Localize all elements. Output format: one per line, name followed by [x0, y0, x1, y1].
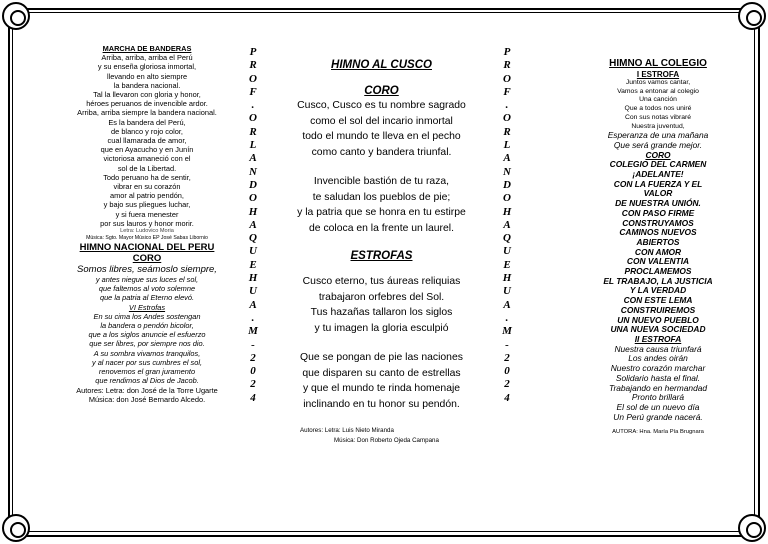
himno-colegio-estrofa-2 — [578, 345, 738, 423]
vertical-letter: U — [503, 285, 511, 298]
lyric-line: renovemos el gran juramento — [98, 367, 196, 377]
lyric-line: CON LA FUERZA Y EL — [613, 178, 703, 189]
vertical-letter: R — [503, 59, 511, 72]
lyric-line: inclinando en tu honor su pendón. — [303, 398, 460, 410]
vertical-letter: M — [502, 325, 512, 338]
corner-ornament-bottom-left — [2, 514, 30, 542]
lyric-line: Tal la llevaron con gloria y honor, — [93, 90, 201, 100]
column-himno-colegio — [578, 58, 738, 437]
himno-nacional-autores: Autores: Letra: don José de la Torre Ugarte — [76, 385, 218, 395]
lyric-line: como el sol del incario inmortal — [310, 115, 453, 127]
lyric-line: cual llamarada de amor, — [107, 136, 187, 146]
marcha-lyrics — [42, 53, 252, 228]
vertical-letter: 2 — [250, 378, 256, 391]
lyric-line: y bajo sus pliegues luchar, — [103, 200, 191, 210]
lyric-line: que ser libres, por siempre nos dio. — [89, 339, 205, 349]
vertical-letter: - — [505, 338, 509, 351]
lyric-line: y que el mundo te rinda homenaje — [302, 383, 461, 394]
lyric-line: y si fuera menester — [115, 209, 179, 219]
lyric-line: te saludan los pueblos de pie; — [312, 191, 451, 203]
vertical-author-text-right — [496, 46, 518, 405]
lyric-line: Nuestra juventud, — [631, 122, 685, 130]
lyric-line: de coloca en la frente un laurel. — [309, 222, 454, 234]
lyric-line: la bandera nacional. — [113, 80, 181, 90]
lyric-line: que la patria al Eterno elevó. — [99, 293, 195, 303]
vertical-letter: 4 — [504, 391, 510, 404]
himno-colegio-estrofa-1-italic — [578, 131, 738, 150]
lyric-line: COLEGIO DEL CARMEN — [609, 159, 707, 170]
column-himno-cusco — [274, 58, 489, 446]
corner-ornament-top-left — [2, 2, 30, 30]
vertical-letter: A — [503, 298, 511, 311]
lyric-line: Nuestra causa triunfará — [614, 343, 702, 354]
vertical-letter: . — [251, 99, 255, 112]
lyric-line: amor al patrio pendón, — [110, 191, 184, 201]
vertical-letter: P — [249, 46, 257, 58]
lyric-line: CON PASO FIRME — [621, 207, 695, 218]
lyric-line: de blanco y rojo color, — [111, 126, 183, 136]
column-marcha-himno-nacional — [42, 44, 252, 404]
himno-colegio-estrofa-1 — [578, 79, 738, 131]
lyric-line: Todo peruano ha de sentir, — [103, 172, 191, 182]
corner-ornament-top-right — [738, 2, 766, 30]
vertical-letter: L — [249, 139, 257, 152]
vertical-letter: H — [248, 205, 258, 218]
vertical-letter: . — [251, 311, 255, 324]
vertical-letter: L — [503, 139, 511, 152]
vertical-letter: - — [251, 338, 255, 351]
lyric-line: y tu imagen la gloria esculpió — [314, 322, 449, 334]
lyric-line: Juntos vamos cantar, — [625, 79, 691, 86]
lyric-line: Cusco, Cusco es tu nombre sagrado — [297, 100, 466, 111]
lyric-line: que faltemos al voto solemne — [98, 284, 196, 294]
vertical-letter: U — [503, 245, 511, 258]
lyric-line: ABIERTOS — [636, 236, 680, 247]
lyric-line: CAMINOS NUEVOS — [619, 227, 697, 238]
vertical-letter: O — [503, 192, 511, 205]
lyric-line: la bandera o pendón bicolor, — [100, 321, 194, 331]
vertical-letter: D — [503, 178, 511, 191]
lyric-line: Una canción — [639, 96, 677, 104]
lyric-line: Que será grande mejor. — [613, 139, 703, 150]
lyric-line: Los andes oirán — [628, 353, 688, 364]
vertical-letter: R — [249, 125, 257, 138]
lyric-line: Un Perú grande nacerá. — [613, 411, 703, 422]
vertical-letter: 2 — [250, 351, 256, 364]
himno-nacional-estrofa — [42, 312, 252, 386]
lyric-line: Con sus notas vibraré — [624, 113, 692, 121]
himno-colegio-coro — [578, 160, 738, 335]
lyric-line: por sus lauros y honor morir. — [100, 218, 194, 228]
marcha-title: MARCHA DE BANDERAS — [102, 44, 192, 53]
lyric-line: y antes niegue sus luces el sol, — [95, 275, 199, 285]
himno-nacional-title: HIMNO NACIONAL DEL PERU — [79, 242, 215, 254]
himno-cusco-autores-letra: Autores: Letra: Luis Nieto Miranda — [300, 427, 394, 434]
lyric-line: Tus hazañas tallaron los siglos — [310, 307, 453, 318]
vertical-letter: O — [503, 72, 511, 85]
vertical-letter: O — [249, 72, 257, 85]
lyric-line: VALOR — [643, 188, 673, 199]
vertical-letter: U — [249, 285, 257, 298]
himno-cusco-title: HIMNO AL CUSCO — [331, 59, 432, 71]
lyric-line: CON VALENTIA — [626, 256, 690, 267]
vertical-letter: H — [248, 272, 258, 285]
vertical-letter: P — [503, 46, 511, 58]
vertical-letter: N — [503, 165, 511, 178]
vertical-letter: A — [503, 218, 511, 231]
himno-nacional-coro-title: CORO — [132, 253, 162, 265]
lyric-line: Que a todos nos uniré — [624, 105, 692, 113]
himno-colegio-estrofa-2-title: II ESTROFA — [634, 333, 682, 344]
vertical-letter: . — [505, 99, 509, 112]
vertical-letter: F — [249, 85, 257, 98]
lyric-line: vibrar en su corazón — [113, 182, 181, 192]
lyric-line: ¡ADELANTE! — [632, 169, 684, 180]
vertical-letter: 0 — [504, 365, 510, 378]
himno-cusco-coro-title: CORO — [364, 85, 399, 97]
lyric-line: En su cima los Andes sostengan — [93, 311, 201, 321]
lyric-line: Esperanza de una mañana — [607, 130, 709, 141]
vertical-letter: 2 — [504, 351, 510, 364]
himno-nacional-musica: Música: don José Bernardo Alcedo. — [88, 394, 206, 404]
lyric-line: EL TRABAJO, LA JUSTICIA — [603, 275, 713, 286]
vertical-letter: A — [249, 218, 257, 231]
lyric-line: Arriba, arriba, arriba el Perú — [101, 53, 193, 63]
vertical-letter: 4 — [250, 391, 256, 404]
vertical-letter: D — [249, 178, 257, 191]
vertical-letter: 2 — [504, 378, 510, 391]
himno-cusco-estrofa-2 — [274, 350, 489, 412]
corner-ornament-bottom-right — [738, 514, 766, 542]
himno-nacional-estrofa-title: VI Estrofas — [128, 302, 166, 312]
himno-cusco-estrofas-title: ESTROFAS — [350, 250, 413, 262]
lyric-line: y su enseña gloriosa inmortal, — [97, 62, 197, 72]
himno-colegio-estrofa-1-title: I ESTROFA — [636, 70, 680, 79]
lyric-line: CON ESTE LEMA — [623, 295, 693, 306]
lyric-line: Y LA VERDAD — [629, 285, 687, 296]
lyric-line: sol de la Libertad. — [117, 163, 177, 173]
lyric-line: y la patria que se honra en tu estirpe — [297, 207, 466, 218]
himno-colegio-coro-title: CORO — [645, 149, 671, 160]
lyric-line: todo el mundo te lleva en el pecho — [302, 131, 461, 142]
vertical-letter: A — [503, 152, 511, 165]
lyric-line: que en Ayacucho y en Junín — [100, 145, 194, 155]
vertical-letter: O — [503, 112, 511, 125]
lyric-line: CON AMOR — [634, 246, 682, 257]
lyric-line: A su sombra vivamos tranquilos, — [93, 348, 201, 358]
vertical-letter: 0 — [250, 365, 256, 378]
vertical-letter: Q — [249, 232, 257, 245]
vertical-letter: E — [249, 258, 257, 271]
vertical-author-text-left — [242, 46, 264, 405]
vertical-letter: A — [249, 298, 257, 311]
lyric-line: CONSTRUIREMOS — [620, 304, 696, 315]
lyric-line: Es la bandera del Perú, — [108, 117, 186, 127]
himno-nacional-coro-first-line: Somos libres, seámoslo siempre, — [77, 264, 217, 276]
vertical-letter: . — [505, 311, 509, 324]
vertical-letter: R — [503, 125, 511, 138]
vertical-letter: O — [249, 112, 257, 125]
vertical-letter: Q — [503, 232, 511, 245]
lyric-line: victoriosa amaneció con el — [103, 154, 191, 164]
lyric-line: PROCLAMEMOS — [624, 266, 692, 277]
lyric-line: Vamos a entonar al colegio — [617, 87, 699, 95]
lyric-line: y al nacer por sus cumbres el sol, — [91, 357, 203, 367]
lyric-line: Invencible bastión de tu raza, — [313, 176, 450, 187]
lyric-line: que a los siglos anuncie el esfuerzo — [88, 330, 206, 340]
vertical-letter: R — [249, 59, 257, 72]
vertical-letter: M — [248, 325, 258, 338]
lyric-line: llevando en alto siempre — [106, 71, 188, 81]
lyric-line: trabajaron orfebres del Sol. — [318, 291, 445, 303]
himno-cusco-autores-musica: Música: Don Roberto Ojeda Campana — [334, 437, 439, 444]
himno-cusco-coro-part2 — [274, 174, 489, 236]
lyric-line: UN NUEVO PUEBLO — [617, 314, 699, 325]
lyric-line: héroes peruanos de invencible ardor. — [86, 99, 208, 109]
lyric-line: CONSTRUYAMOS — [622, 217, 694, 228]
himno-colegio-autora: AUTORA: Hna. María Pía Brugnara — [612, 429, 704, 436]
lyric-line: Que se pongan de pie las naciones — [300, 352, 463, 363]
lyric-line: como canto y bandera triunfal. — [311, 146, 452, 158]
himno-cusco-coro-part1 — [274, 98, 489, 160]
lyric-line: UNA NUEVA SOCIEDAD — [610, 324, 706, 335]
vertical-letter: N — [249, 165, 257, 178]
vertical-letter: H — [502, 272, 512, 285]
lyric-line: Cusco eterno, tus áureas reliquias — [302, 276, 461, 287]
lyric-line: Trabajando en hermandad — [608, 382, 708, 393]
vertical-letter: U — [249, 245, 257, 258]
vertical-letter: O — [249, 192, 257, 205]
marcha-credit-letra: Letra: Ludovico Moria — [120, 228, 174, 235]
lyric-line: que disparen su canto de estrellas — [302, 367, 461, 379]
himno-nacional-coro — [42, 275, 252, 303]
vertical-letter: A — [249, 152, 257, 165]
lyric-line: Nuestro corazón marchar — [610, 363, 706, 374]
lyric-line: Arriba, arriba siempre la bandera nacional. — [77, 108, 217, 118]
vertical-letter: H — [502, 205, 512, 218]
lyric-line: Solidario hasta el final. — [615, 372, 701, 383]
himno-colegio-title: HIMNO AL COLEGIO — [609, 58, 707, 69]
vertical-letter: F — [503, 85, 511, 98]
lyric-line: El sol de un nuevo día — [616, 401, 700, 412]
vertical-letter: E — [503, 258, 511, 271]
himno-cusco-estrofa-1 — [274, 274, 489, 336]
lyric-line: Pronto brillará — [631, 392, 685, 403]
lyric-line: que rendimos al Dios de Jacob. — [95, 376, 199, 386]
lyric-line: DE NUESTRA UNIÓN. — [615, 198, 701, 209]
marcha-credit-musica: Música: Sgto. Mayor Músico EP José Sabas Libornio — [86, 235, 208, 242]
